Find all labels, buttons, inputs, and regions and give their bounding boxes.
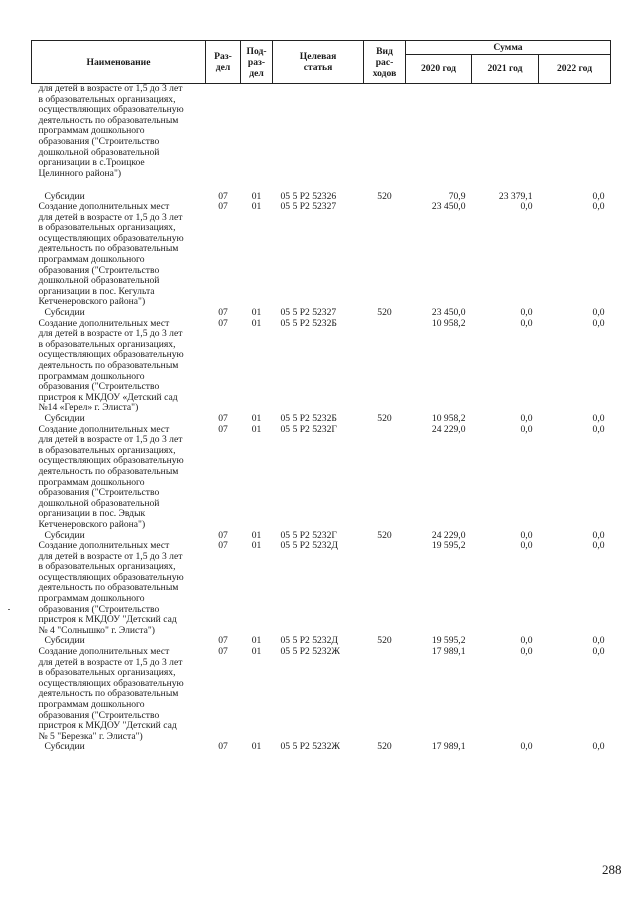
row-vid-rashodov: 520 — [377, 635, 392, 647]
row-name: Создание дополнительных мест для детей в возрасте от 1,5 до 3 лет в образовательных организациях, осуществляющих образовательную деятельность по образовательным программам дошкольного образования ("Строительство пристроя к МКДОУ "Детский сад № 5 "Березка" г. Элиста") — [38, 646, 184, 742]
row-sum-2021: 0,0 — [520, 646, 533, 658]
row-sum-2021: 0,0 — [520, 307, 533, 319]
row-sum-2021: 0,0 — [520, 317, 533, 329]
row-celevaya-statya: 05 5 Р2 5232Д — [280, 540, 338, 552]
row-sum-2022: 0,0 — [592, 412, 605, 424]
row-sum-2021: 0,0 — [520, 635, 533, 647]
row-celevaya-statya: 05 5 Р2 5232Ж — [280, 646, 341, 658]
row-sum-2020: 10 958,2 — [431, 317, 466, 329]
row-sum-2021: 0,0 — [520, 412, 533, 424]
page-number: 288 — [602, 862, 622, 877]
row-name: Создание дополнительных мест для детей в возрасте от 1,5 до 3 лет в образовательных организациях, осуществляющих образовательную деятельность по образовательным программам дошкольного образования ("Строительство пристроя к МКДОУ "Детский сад № 4 "Солнышко" г. Элиста") — [38, 540, 184, 636]
row-podrazdel: 01 — [251, 190, 262, 202]
row-vid-rashodov — [364, 425, 406, 531]
row-razdel: 07 — [218, 635, 228, 647]
row-sum-2021: 0,0 — [520, 529, 533, 541]
row-podrazdel: 01 — [251, 317, 262, 329]
row-celevaya-statya — [273, 84, 364, 192]
header-year-2020: 2020 год — [406, 54, 472, 83]
row-podrazdel: 01 — [251, 423, 262, 435]
row-celevaya-statya: 05 5 Р2 5232Б — [280, 412, 337, 424]
row-razdel: 07 — [218, 529, 228, 541]
row-name: Субсидии — [44, 412, 85, 424]
margin-mark — [8, 609, 10, 610]
table-row — [32, 319, 611, 414]
table-row — [32, 202, 611, 308]
header-summa: Сумма — [406, 41, 611, 55]
row-vid-rashodov — [364, 84, 406, 192]
row-sum-2021: 0,0 — [520, 540, 533, 552]
row-sum-2021 — [472, 84, 539, 192]
row-sum-2020: 19 595,2 — [431, 635, 466, 647]
row-vid-rashodov — [364, 647, 406, 742]
row-sum-2022: 0,0 — [592, 307, 605, 319]
row-podrazdel: 01 — [251, 307, 262, 319]
row-sum-2022: 0,0 — [592, 646, 605, 658]
row-sum-2020 — [406, 84, 472, 192]
row-celevaya-statya: 05 5 Р2 52326 — [280, 190, 337, 202]
row-sum-2022: 0,0 — [592, 529, 605, 541]
header-year-2022: 2022 год — [539, 54, 611, 83]
header-razdel: Раз- дел — [206, 41, 241, 84]
row-name: Субсидии — [44, 635, 85, 647]
row-razdel: 07 — [218, 307, 228, 319]
row-celevaya-statya: 05 5 Р2 5232Б — [280, 317, 337, 329]
row-celevaya-statya: 05 5 Р2 5232Г — [280, 423, 337, 435]
row-podrazdel: 01 — [251, 646, 262, 658]
row-sum-2022: 0,0 — [592, 423, 605, 435]
row-sum-2022: 0,0 — [592, 635, 605, 647]
table-row — [32, 647, 611, 742]
row-podrazdel: 01 — [251, 635, 262, 647]
row-razdel: 07 — [218, 540, 228, 552]
row-sum-2022: 0,0 — [592, 201, 605, 213]
row-sum-2021: 0,0 — [520, 423, 533, 435]
row-sum-2021: 23 379,1 — [498, 190, 533, 202]
row-podrazdel: 01 — [251, 529, 262, 541]
row-razdel: 07 — [218, 412, 228, 424]
header-podrazdel: Под- раз- дел — [241, 41, 273, 84]
row-razdel: 07 — [218, 317, 228, 329]
table-row — [32, 541, 611, 636]
row-name: Субсидии — [44, 529, 85, 541]
row-name: для детей в возрасте от 1,5 до 3 лет в образовательных организациях, осуществляющих образовательную деятельность по образовательным программам дошкольного образования ("Строительство дошкольной образовательной организации в с.Троицкое Целинного района") — [38, 83, 184, 179]
row-sum-2020: 24 229,0 — [431, 529, 466, 541]
row-razdel: 07 — [218, 190, 228, 202]
header-celevaya-statya: Целевая статья — [273, 41, 364, 84]
row-sum-2020: 10 958,2 — [431, 412, 466, 424]
row-razdel: 07 — [218, 741, 228, 753]
row-vid-rashodov — [364, 202, 406, 308]
row-sum-2022: 0,0 — [592, 317, 605, 329]
row-vid-rashodov — [364, 541, 406, 636]
row-sum-2022: 0,0 — [592, 190, 605, 202]
row-celevaya-statya: 05 5 Р2 5232Д — [280, 635, 338, 647]
row-podrazdel: 01 — [251, 540, 262, 552]
table-row — [32, 84, 611, 192]
row-podrazdel: 01 — [251, 412, 262, 424]
row-vid-rashodov: 520 — [377, 307, 392, 319]
row-celevaya-statya: 05 5 Р2 52327 — [280, 307, 337, 319]
row-sum-2021: 0,0 — [520, 201, 533, 213]
row-sum-2020: 17 989,1 — [431, 646, 466, 658]
row-celevaya-statya: 05 5 Р2 5232Г — [280, 529, 337, 541]
row-podrazdel: 01 — [251, 201, 262, 213]
row-razdel: 07 — [218, 201, 228, 213]
row-name: Субсидии — [44, 190, 85, 202]
row-sum-2020: 24 229,0 — [431, 423, 466, 435]
row-sum-2020: 70,9 — [448, 190, 466, 202]
row-sum-2022 — [539, 84, 611, 192]
row-sum-2022: 0,0 — [592, 741, 605, 753]
row-sum-2020: 19 595,2 — [431, 540, 466, 552]
row-sum-2020: 17 989,1 — [431, 741, 466, 753]
row-podrazdel: 01 — [251, 741, 262, 753]
row-vid-rashodov: 520 — [377, 529, 392, 541]
row-sum-2021: 0,0 — [520, 741, 533, 753]
row-name: Создание дополнительных мест для детей в возрасте от 1,5 до 3 лет в образовательных организациях, осуществляющих образовательную деятельность по образовательным программам дошкольного образования ("Строительство дошкольной образовательной организации в пос. Эвдык Кетченеровского района") — [38, 423, 184, 530]
row-razdel — [206, 84, 241, 192]
table-header — [32, 41, 611, 84]
row-name: Субсидии — [44, 307, 85, 319]
row-razdel: 07 — [218, 646, 228, 658]
row-name: Субсидии — [44, 741, 85, 753]
row-vid-rashodov: 520 — [377, 412, 392, 424]
row-name: Создание дополнительных мест для детей в возрасте от 1,5 до 3 лет в образовательных организациях, осуществляющих образовательную деятельность по образовательным программам дошкольного образования ("Строительство пристроя к МКДОУ «Детский сад №14 «Герел» г. Элиста") — [38, 317, 184, 414]
row-vid-rashodov — [364, 319, 406, 414]
row-vid-rashodov: 520 — [377, 741, 392, 753]
row-vid-rashodov: 520 — [377, 190, 392, 202]
header-name: Наименование — [32, 41, 206, 84]
header-year-2021: 2021 год — [472, 54, 539, 83]
header-vid-rashodov: Вид рас- ходов — [364, 41, 406, 84]
table-body — [32, 84, 611, 753]
row-sum-2020: 23 450,0 — [431, 201, 466, 213]
table-row — [32, 414, 611, 425]
row-sum-2020: 23 450,0 — [431, 307, 466, 319]
row-name: Создание дополнительных мест для детей в возрасте от 1,5 до 3 лет в образовательных организациях, осуществляющих образовательную деятельность по образовательным программам дошкольного образования ("Строительство дошкольной образовательной организации в пос. Кегульта Кетченеровского района") — [38, 201, 184, 308]
table-row — [32, 742, 611, 753]
row-sum-2022: 0,0 — [592, 540, 605, 552]
table-row — [32, 425, 611, 531]
row-razdel: 07 — [218, 423, 228, 435]
row-celevaya-statya: 05 5 Р2 5232Ж — [280, 741, 341, 753]
budget-table — [31, 40, 611, 753]
row-celevaya-statya: 05 5 Р2 52327 — [280, 201, 337, 213]
row-podrazdel — [241, 84, 273, 192]
